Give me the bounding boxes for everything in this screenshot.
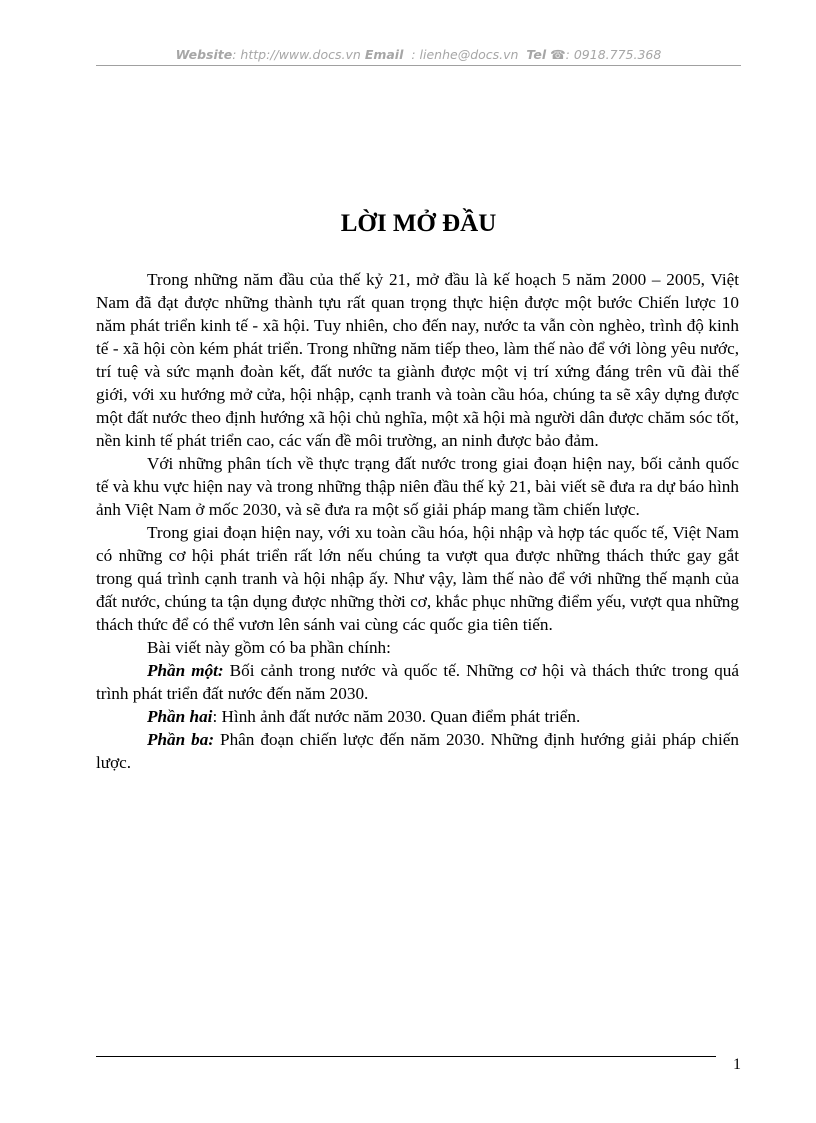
footer-divider [96,1056,716,1057]
part-two [96,705,739,728]
document-body [96,268,739,774]
email-value: : lienhe@docs.vn [411,47,519,62]
website-value: : http://www.docs.vn [232,47,361,62]
document-title: LỜI MỞ ĐẦU [340,210,497,237]
part-three-text: Phân đoạn chiến lược đến năm 2030. Những định hướng giải pháp chiến lược. [96,730,740,772]
part-three-label: Phần ba: [147,730,215,749]
email-label: Email [364,47,404,62]
part-one-label: Phần một: [147,661,224,680]
phone-icon: ☎ [550,47,566,62]
paragraph-intro: Trong những năm đầu của thế kỷ 21, mở đầu là kế hoạch 5 năm 2000 – 2005, Việt Nam đã đạt được những thành tựu rất quan trọng thực hiện được một bước Chiến lược 10 năm phát triển kinh tế - xã hội. Tuy nhiên, cho đến nay, nước ta vẫn còn nghèo, trình độ kinh tế - xã hội còn kém phát triển. Trong những năm tiếp theo, làm thế nào để với lòng yêu nước, trí tuệ và sức mạnh đoàn kết, đất nước ta giành được một vị trí xứng đáng trên vũ đài thế giới, với xu hướng mở cửa, hội nhập, cạnh tranh và toàn cầu hóa, chúng ta sẽ xây dựng được một đất nước theo định hướng xã hội chủ nghĩa, một xã hội mà người dân được chăm sóc tốt, nền kinh tế phát triển cao, các vấn đề môi trường, an ninh được bảo đảm. [96,270,739,450]
tel-label: Tel [526,47,547,62]
website-label: Website [175,47,233,62]
tel-value: : 0918.775.368 [565,47,662,62]
part-two-label: Phần hai [147,707,213,726]
paragraph-context: Trong giai đoạn hiện nay, với xu toàn cầu hóa, hội nhập và hợp tác quốc tế, Việt Nam có những cơ hội phát triển rất lớn nếu chúng ta vượt qua được những thách thức gay gắt trong quá trình cạnh tranh và hội nhập ấy. Như vậy, làm thế nào để với những thế mạnh của đất nước, chúng ta tận dụng được những thời cơ, khắc phục những điểm yếu, vượt qua những thách thức để có thể vươn lên sánh vai cùng các quốc gia tiên tiến. [96,523,739,634]
page-number: 1 [733,1056,741,1073]
part-three [96,728,739,774]
part-one-text: Bối cảnh trong nước và quốc tế. Những cơ hội và thách thức trong quá trình phát triển đất nước đến năm 2030. [96,661,740,703]
part-two-text: : Hình ảnh đất nước năm 2030. Quan điểm phát triển. [212,707,581,726]
paragraph-analysis: Với những phân tích về thực trạng đất nước trong giai đoạn hiện nay, bối cảnh quốc tế và khu vực hiện nay và trong những thập niên đầu thế kỷ 21, bài viết sẽ đưa ra dự báo hình ảnh Việt Nam ở mốc 2030, và sẽ đưa ra một số giải pháp mang tầm chiến lược. [96,454,739,519]
page-header [96,47,741,62]
part-one [96,659,739,705]
header-divider [96,65,741,66]
paragraph-structure: Bài viết này gồm có ba phần chính: [147,638,391,657]
